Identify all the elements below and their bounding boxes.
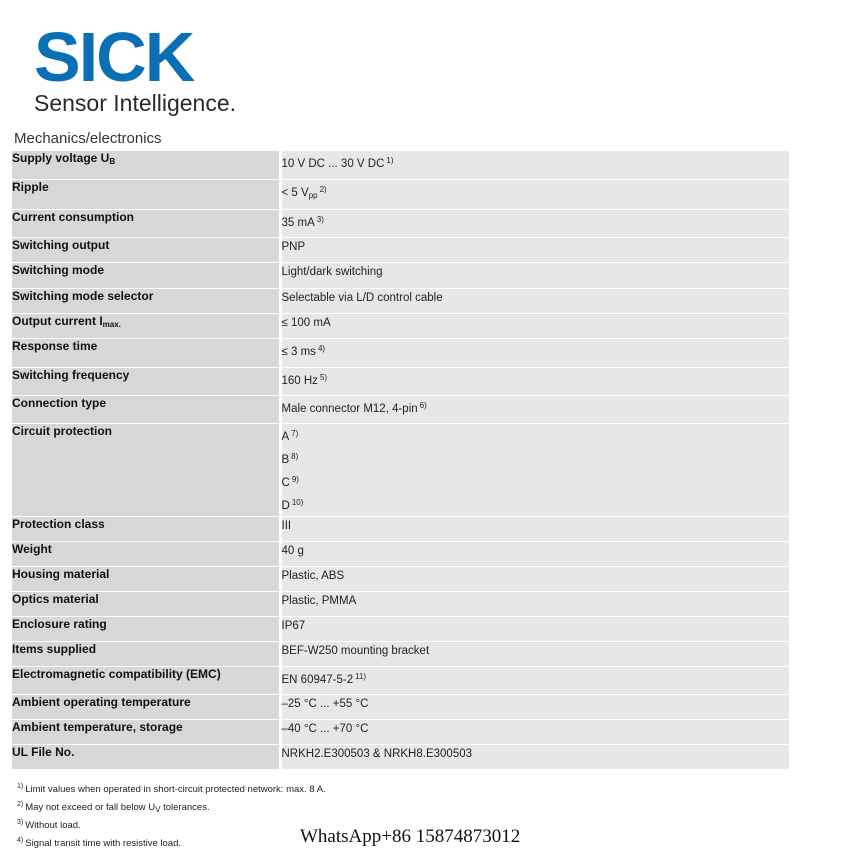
spec-label	[12, 288, 280, 313]
footnote	[17, 778, 326, 796]
spec-value-text: EN 60947-5-2	[281, 673, 354, 686]
footnote-ref: 4)	[317, 343, 326, 353]
logo-tagline: Sensor Intelligence.	[34, 90, 237, 116]
spec-value-text: 40 g	[281, 544, 304, 557]
spec-value-line	[282, 424, 790, 447]
spec-row	[12, 541, 789, 566]
footnote-ref: 9)	[291, 474, 299, 484]
spec-value-line	[282, 368, 790, 391]
spec-label	[12, 179, 280, 209]
spec-label-text: Switching mode	[12, 262, 105, 277]
footnote-ref: 3)	[316, 214, 324, 224]
spec-row	[12, 641, 789, 666]
spec-value-text: D	[281, 499, 290, 512]
spec-value-subscript: pp	[308, 190, 318, 200]
footnote-ref: 6)	[419, 400, 427, 410]
spec-label	[12, 694, 280, 719]
spec-value-line	[282, 567, 790, 586]
footnote-ref: 2)	[319, 184, 327, 194]
spec-label	[12, 566, 280, 591]
spec-label-text: Electromagnetic compatibility (EMC)	[12, 666, 221, 681]
spec-row	[12, 151, 789, 179]
spec-value-line	[282, 289, 790, 308]
spec-label-subscript: B	[109, 157, 116, 166]
spec-value-text: –40 °C ... +70 °C	[281, 722, 369, 735]
spec-label-text: Switching output	[12, 237, 110, 252]
spec-label	[12, 338, 280, 367]
spec-row	[12, 262, 789, 288]
spec-row	[12, 209, 789, 237]
spec-label	[12, 744, 280, 769]
spec-value	[280, 666, 789, 694]
footnote	[17, 832, 326, 850]
spec-label-text: Output current I	[12, 313, 103, 328]
spec-value-text: Male connector M12, 4-pin	[281, 402, 418, 415]
spec-label-text: Switching mode selector	[12, 288, 154, 303]
footnote-text: May not exceed or fall below U	[25, 802, 156, 813]
spec-label-text: Ripple	[12, 179, 49, 194]
spec-value-line	[282, 667, 790, 690]
spec-value	[280, 744, 789, 769]
spec-value-line	[282, 720, 790, 739]
spec-value-text: B	[281, 453, 290, 466]
footnote-ref: 7)	[291, 428, 299, 438]
spec-label-text: UL File No.	[12, 744, 75, 759]
spec-value-text: < 5 V	[281, 186, 309, 199]
footnote-subscript: V	[155, 805, 161, 814]
spec-row	[12, 179, 789, 209]
spec-row	[12, 719, 789, 744]
footnote-number: 3)	[17, 819, 24, 826]
footnote-number: 1)	[17, 783, 24, 790]
spec-row	[12, 694, 789, 719]
spec-value-line	[282, 263, 790, 282]
spec-row	[12, 338, 789, 367]
spec-value	[280, 516, 789, 541]
footnote-ref: 8)	[291, 451, 299, 461]
spec-label-text: Ambient temperature, storage	[12, 719, 183, 734]
spec-label-text: Protection class	[12, 516, 105, 531]
footnote-text: Without load.	[25, 820, 81, 831]
spec-value-line	[282, 238, 790, 257]
spec-value-line	[282, 180, 790, 205]
spec-value-text: Light/dark switching	[281, 265, 383, 278]
spec-value-line	[282, 151, 790, 174]
spec-label-text: Items supplied	[12, 641, 97, 656]
spec-value-text: 160 Hz	[281, 374, 318, 387]
footnote-number: 4)	[17, 837, 24, 844]
spec-label	[12, 367, 280, 395]
spec-value-text: PNP	[281, 240, 306, 253]
spec-value-line	[282, 642, 790, 661]
spec-value-line	[282, 493, 790, 516]
footnote	[17, 796, 326, 814]
section-title: Mechanics/electronics	[14, 130, 162, 147]
spec-label-text: Ambient operating temperature	[12, 694, 191, 709]
spec-value-line	[282, 542, 790, 561]
spec-row	[12, 395, 789, 423]
spec-value-line	[282, 617, 790, 636]
spec-value-line	[282, 470, 790, 493]
spec-label	[12, 209, 280, 237]
spec-value-line	[282, 447, 790, 470]
spec-label-text: Switching frequency	[12, 367, 130, 382]
spec-value-text: Selectable via L/D control cable	[281, 291, 443, 304]
spec-value-text: III	[281, 519, 292, 532]
spec-label	[12, 591, 280, 616]
spec-row	[12, 367, 789, 395]
footnote	[17, 814, 326, 832]
spec-row	[12, 423, 789, 516]
spec-value	[280, 566, 789, 591]
spec-value-line	[282, 314, 790, 333]
spec-value-text: 35 mA	[281, 216, 315, 229]
spec-value	[280, 179, 789, 209]
footnote-text: Limit values when operated in short-circuit protected network: max. 8 A.	[25, 784, 326, 795]
spec-row	[12, 237, 789, 262]
watermark-text: WhatsApp+86 15874873012	[300, 826, 521, 847]
spec-value-line	[282, 517, 790, 536]
footnote-ref: 11)	[355, 671, 367, 681]
spec-value	[280, 616, 789, 641]
spec-value	[280, 209, 789, 237]
spec-label	[12, 237, 280, 262]
spec-row	[12, 744, 789, 769]
spec-value	[280, 395, 789, 423]
spec-value	[280, 338, 789, 367]
footnote-ref: 10)	[291, 497, 304, 507]
footnote-text: Signal transit time with resistive load.	[25, 838, 181, 849]
spec-label	[12, 541, 280, 566]
spec-label-text: Optics material	[12, 591, 99, 606]
spec-value-line	[282, 592, 790, 611]
spec-row	[12, 591, 789, 616]
spec-value	[280, 694, 789, 719]
spec-label-text: Connection type	[12, 395, 107, 410]
spec-value-text: NRKH2.E300503 & NRKH8.E300503	[281, 747, 473, 760]
spec-value-text: –25 °C ... +55 °C	[281, 697, 369, 710]
spec-value	[280, 262, 789, 288]
footnotes	[17, 778, 326, 850]
spec-value-text: 10 V DC ... 30 V DC	[281, 158, 385, 170]
spec-row	[12, 516, 789, 541]
spec-value-line	[282, 339, 790, 362]
spec-value-line	[282, 210, 790, 233]
spec-label-text: Housing material	[12, 566, 110, 581]
spec-value	[280, 288, 789, 313]
spec-value-text: ≤ 100 mA	[281, 316, 331, 329]
spec-label	[12, 516, 280, 541]
spec-label	[12, 151, 280, 179]
spec-row	[12, 288, 789, 313]
spec-value-line	[282, 695, 790, 714]
spec-value	[280, 423, 789, 516]
spec-label-text: Circuit protection	[12, 423, 113, 438]
spec-value	[280, 641, 789, 666]
spec-value	[280, 541, 789, 566]
spec-label-text: Response time	[12, 338, 98, 353]
spec-value-line	[282, 396, 790, 419]
spec-label	[12, 313, 280, 338]
spec-label-subscript: max.	[102, 319, 121, 329]
spec-label	[12, 641, 280, 666]
spec-value-text: A	[281, 430, 290, 443]
spec-value	[280, 313, 789, 338]
spec-table	[12, 151, 789, 770]
spec-value-text: BEF-W250 mounting bracket	[281, 644, 430, 657]
spec-value-line	[282, 745, 790, 764]
spec-value-text: ≤ 3 ms	[281, 345, 316, 358]
spec-label	[12, 616, 280, 641]
logo-wordmark: SICK	[34, 18, 194, 96]
spec-label-text: Supply voltage U	[12, 151, 110, 165]
spec-label-text: Enclosure rating	[12, 616, 107, 631]
footnote-ref: 5)	[319, 372, 328, 382]
spec-label	[12, 666, 280, 694]
spec-row	[12, 313, 789, 338]
spec-value-text: Plastic, ABS	[281, 569, 345, 582]
spec-value	[280, 367, 789, 395]
spec-label-text: Weight	[12, 541, 52, 556]
footnote-text-after: tolerances.	[160, 802, 210, 813]
spec-row	[12, 616, 789, 641]
spec-value-text: Plastic, PMMA	[281, 594, 357, 607]
spec-value	[280, 237, 789, 262]
spec-label-text: Current consumption	[12, 209, 134, 224]
spec-label	[12, 395, 280, 423]
spec-value	[280, 151, 789, 179]
footnote-number: 2)	[17, 801, 24, 808]
spec-label	[12, 719, 280, 744]
spec-value	[280, 591, 789, 616]
footnote-ref: 1)	[386, 156, 394, 165]
spec-row	[12, 566, 789, 591]
spec-label	[12, 262, 280, 288]
sick-logo	[34, 18, 237, 117]
spec-label	[12, 423, 280, 516]
spec-value-text: IP67	[281, 619, 306, 632]
spec-value-text: C	[281, 476, 290, 489]
spec-value	[280, 719, 789, 744]
spec-row	[12, 666, 789, 694]
